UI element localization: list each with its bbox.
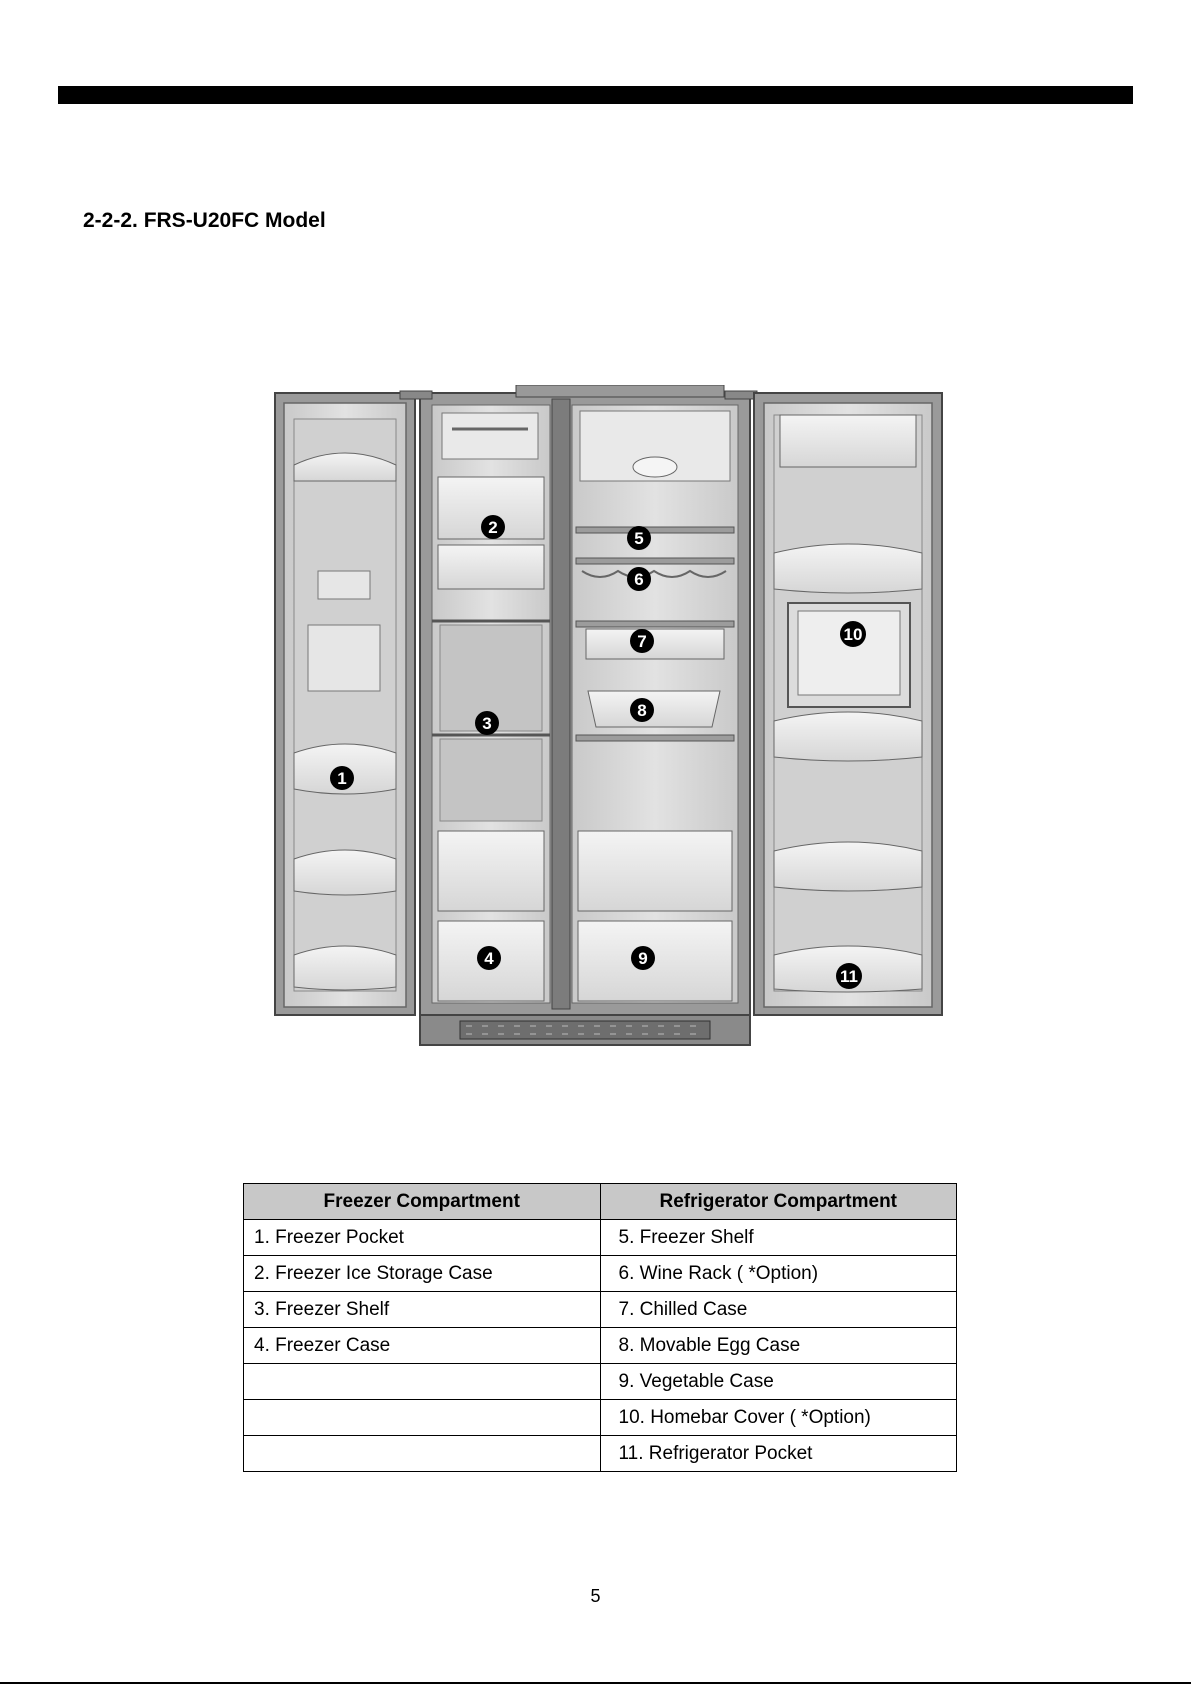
svg-text:2: 2 bbox=[488, 518, 498, 537]
table-cell: 1. Freezer Pocket bbox=[244, 1220, 601, 1256]
callout-7 bbox=[630, 629, 654, 653]
svg-text:3: 3 bbox=[482, 714, 492, 733]
svg-text:10: 10 bbox=[843, 625, 863, 644]
parts-table bbox=[243, 1183, 957, 1472]
svg-text:7: 7 bbox=[637, 632, 647, 651]
section-heading: 2-2-2. FRS-U20FC Model bbox=[83, 209, 326, 232]
table-cell: 3. Freezer Shelf bbox=[244, 1292, 601, 1328]
callout-4 bbox=[477, 946, 501, 970]
table-cell bbox=[244, 1436, 601, 1472]
bottom-rule bbox=[0, 1682, 1191, 1684]
table-cell: 8. Movable Egg Case bbox=[600, 1328, 957, 1364]
svg-text:11: 11 bbox=[840, 967, 858, 986]
freezer-door bbox=[275, 393, 415, 1015]
table-cell: 5. Freezer Shelf bbox=[600, 1220, 957, 1256]
callout-6 bbox=[627, 567, 651, 591]
svg-text:6: 6 bbox=[634, 570, 644, 589]
svg-text:4: 4 bbox=[484, 949, 494, 968]
callout-11 bbox=[836, 963, 862, 989]
cabinet bbox=[400, 385, 757, 1045]
table-header-row bbox=[244, 1184, 957, 1220]
table-cell: 4. Freezer Case bbox=[244, 1328, 601, 1364]
refrigerator-door bbox=[754, 393, 942, 1015]
table-cell bbox=[244, 1364, 601, 1400]
callout-5 bbox=[627, 526, 651, 550]
callout-10 bbox=[840, 621, 866, 647]
table-cell: 2. Freezer Ice Storage Case bbox=[244, 1256, 601, 1292]
table-cell: 9. Vegetable Case bbox=[600, 1364, 957, 1400]
table-cell: 11. Refrigerator Pocket bbox=[600, 1436, 957, 1472]
page-number: 5 bbox=[590, 1586, 601, 1606]
table-row bbox=[244, 1364, 957, 1400]
table-cell: 7. Chilled Case bbox=[600, 1292, 957, 1328]
header-freezer: Freezer Compartment bbox=[244, 1184, 601, 1220]
svg-text:1: 1 bbox=[337, 769, 347, 788]
table-row bbox=[244, 1256, 957, 1292]
callout-1 bbox=[330, 766, 354, 790]
table-row bbox=[244, 1328, 957, 1364]
callout-9 bbox=[631, 946, 655, 970]
table-row bbox=[244, 1220, 957, 1256]
svg-text:9: 9 bbox=[638, 949, 648, 968]
svg-text:5: 5 bbox=[634, 529, 644, 548]
callout-8 bbox=[630, 698, 654, 722]
table-row bbox=[244, 1436, 957, 1472]
refrigerator-illustration bbox=[270, 385, 946, 1048]
header-refrigerator: Refrigerator Compartment bbox=[600, 1184, 957, 1220]
top-bar bbox=[58, 86, 1133, 104]
refrigerator-diagram bbox=[270, 385, 946, 1048]
table-row bbox=[244, 1292, 957, 1328]
callout-3 bbox=[475, 711, 499, 735]
callout-2 bbox=[481, 515, 505, 539]
table-cell bbox=[244, 1400, 601, 1436]
table-cell: 6. Wine Rack ( *Option) bbox=[600, 1256, 957, 1292]
svg-text:8: 8 bbox=[637, 701, 647, 720]
table-row bbox=[244, 1400, 957, 1436]
table-cell: 10. Homebar Cover ( *Option) bbox=[600, 1400, 957, 1436]
